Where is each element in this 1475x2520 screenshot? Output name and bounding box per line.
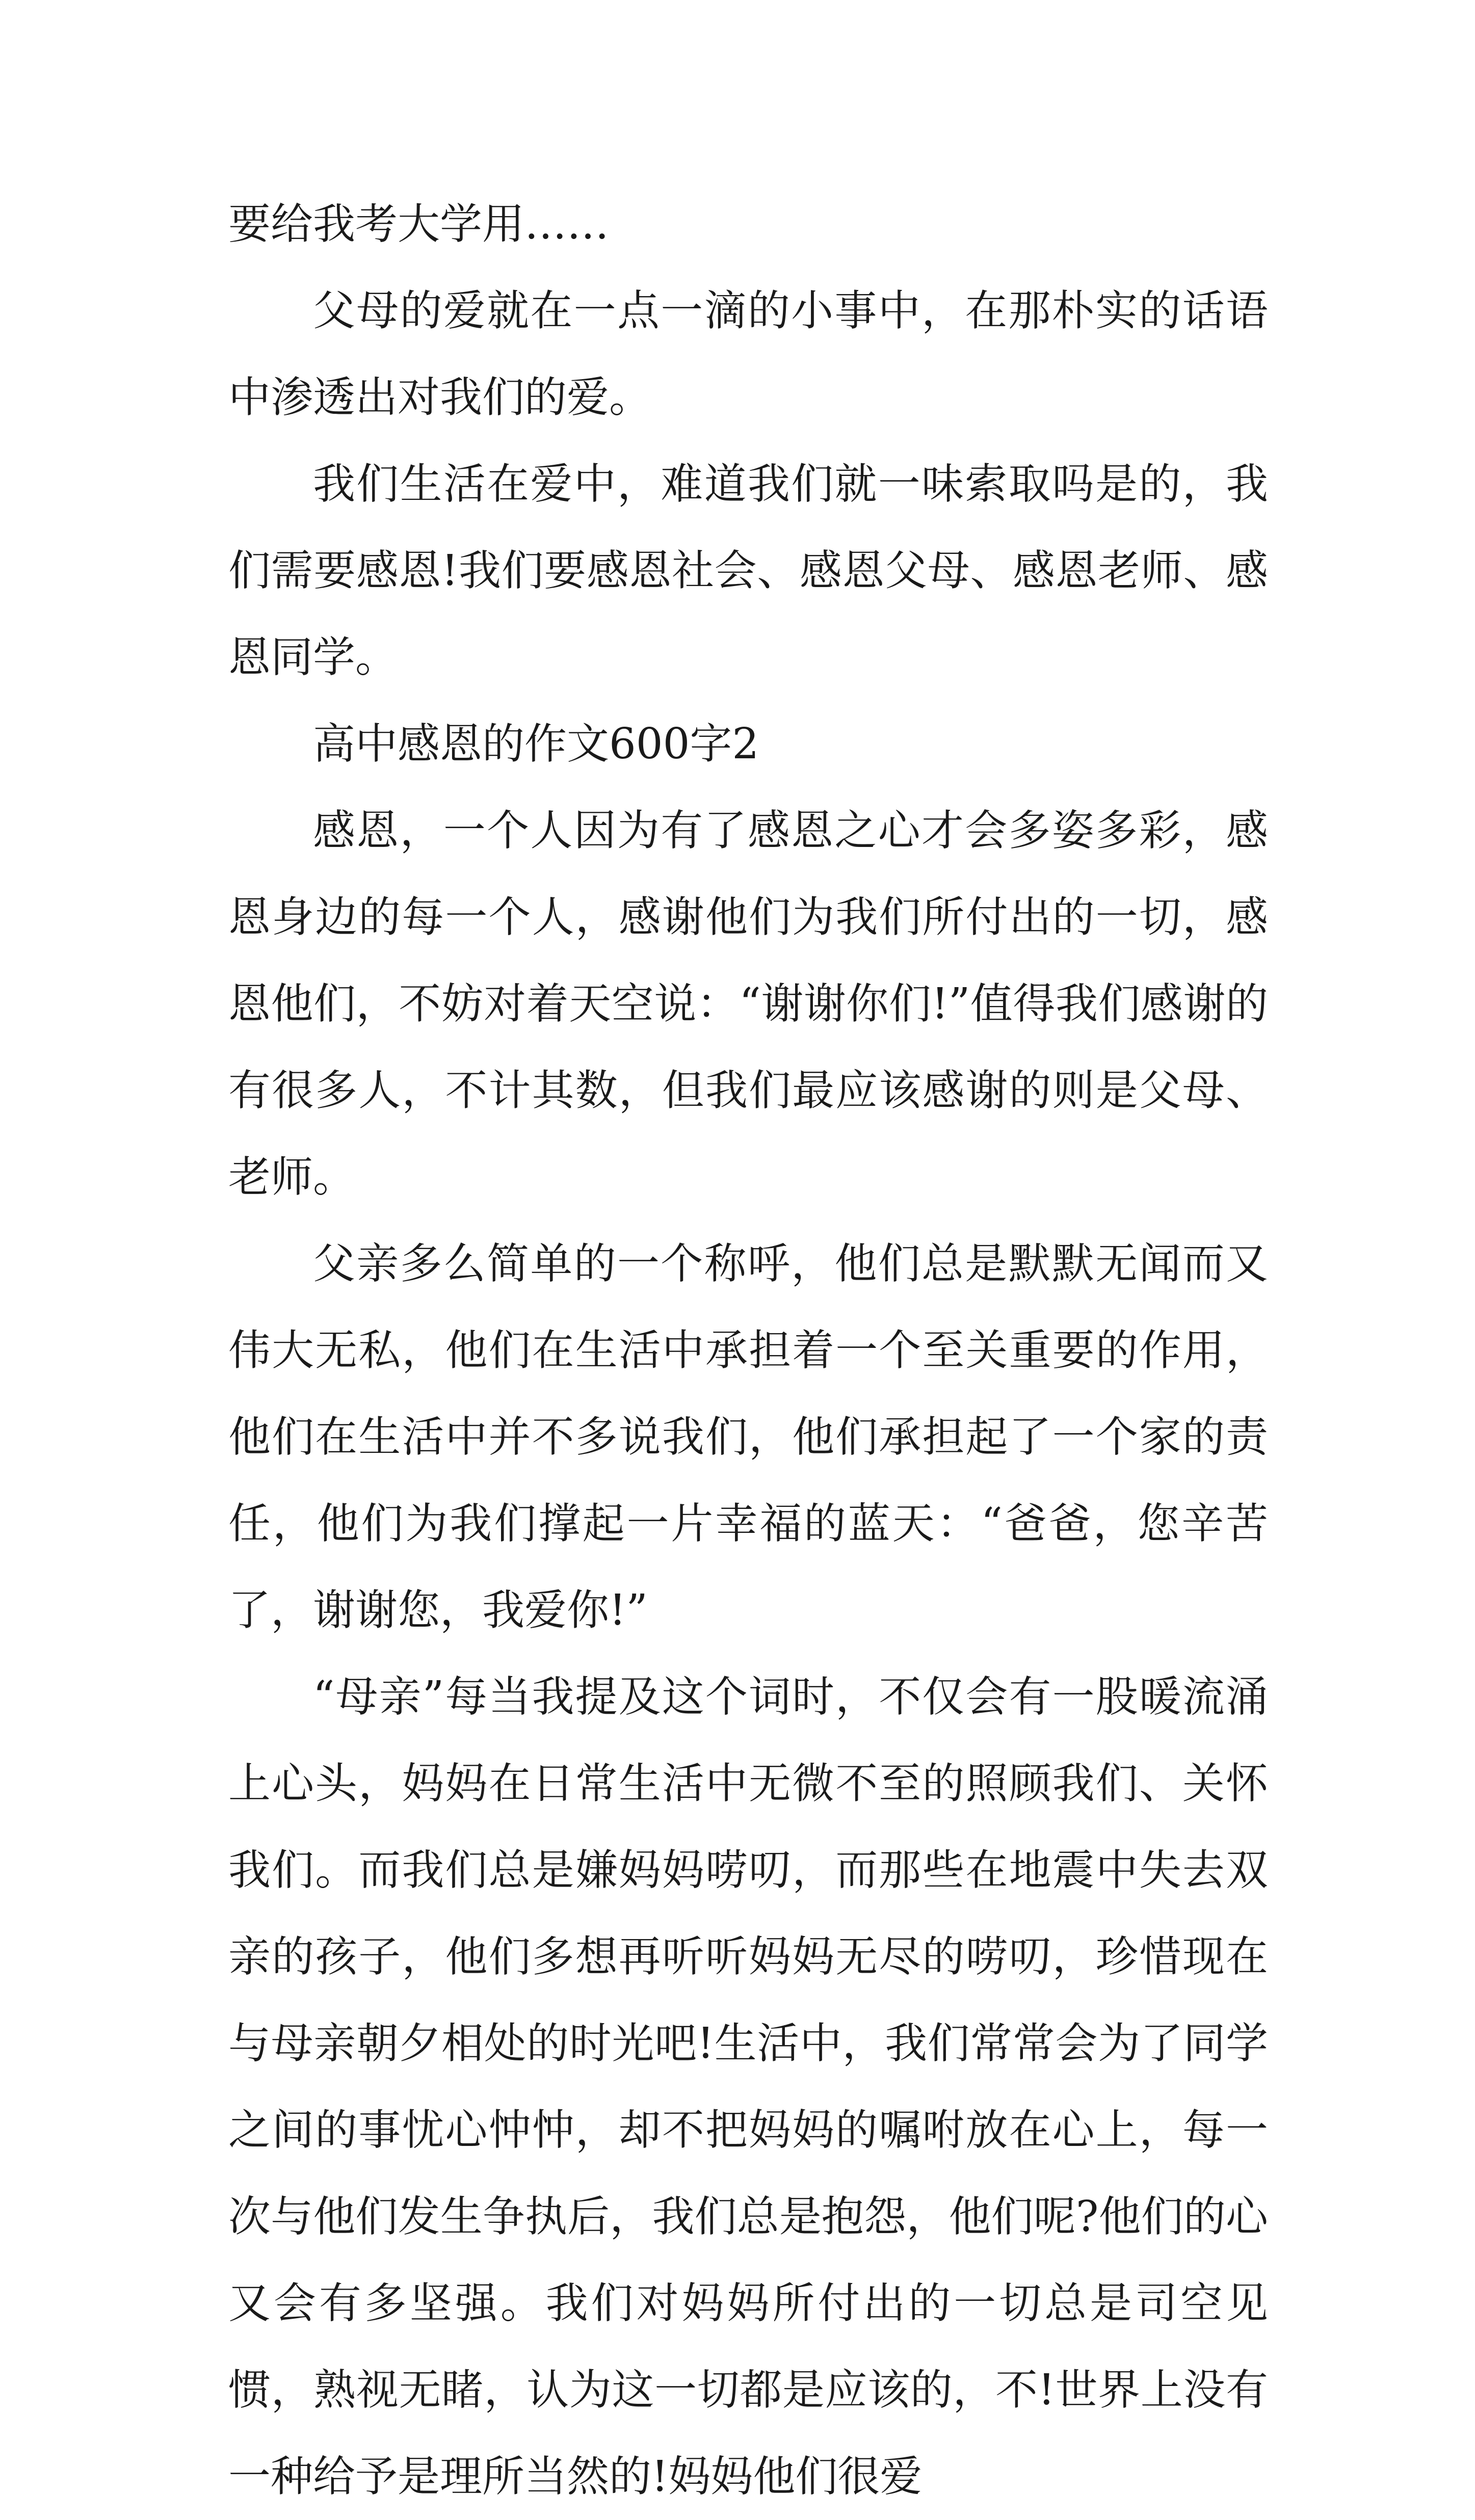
paragraph-father: 父亲多么简单的一个称呼，他们总是默默无闻而又伟大无私，他们在生活中承担着一个至关重要的作用，他们在生活中并不多说我们，他们承担起了一个家的责任，他们为我们撑起一片幸福的蓝天：“爸爸，您辛苦了，谢谢您，我爱你!”: [228, 1239, 1268, 1635]
paragraph-continuation: 要给我考大学用……: [228, 199, 609, 249]
paragraph-mother: “母亲”每当我提及这个词时，不仅会有一股暖流涌上心头，妈妈在日常生活中无微不至的照顾我们、关怀我们。而我们总是嫌妈妈唠叨，而那些在地震中失去双亲的孩子，他们多想再听听妈妈无尽的唠叨，珍惜现在与母亲朝夕相处的时光吧!生活中，我们常常会为了同学之间的事忧心忡忡，却不把妈妈的嘱咐放在心上，每一次与他们发生争执后，我们总是抱怨，他们呢?他们的心又会有多坚强。我们对妈妈所付出的一切总是司空见惯，熟视无睹，认为这一切都是应该的，不!世界上没有一种给予是理所当然的!妈妈他们很爱: [228, 1672, 1268, 2501]
paragraph-gratitude-intro: 感恩，一个人因为有了感恩之心才会多姿多彩，感恩身边的每一个人，感谢他们为我们所付出的一切，感恩他们，不妨对着天空说：“谢谢你们!”值得我们感谢的有很多人，不计其数，但我们最应该感谢的则是父母、老师。: [228, 806, 1268, 1202]
paragraph-gratitude-call: 我们生活在爱中，难道我们就一味索取吗是的，我们需要感恩!我们要感恩社会、感恩父母、感恩老师、感恩同学。: [228, 459, 1268, 682]
essay-title: 高中感恩的作文600字2: [313, 719, 759, 768]
paragraph-parents-love: 父母的爱就在一点一滴的小事中，在那朴实的话语中渗透出对我们的爱。: [228, 286, 1268, 422]
essay-body: [228, 181, 1268, 2520]
